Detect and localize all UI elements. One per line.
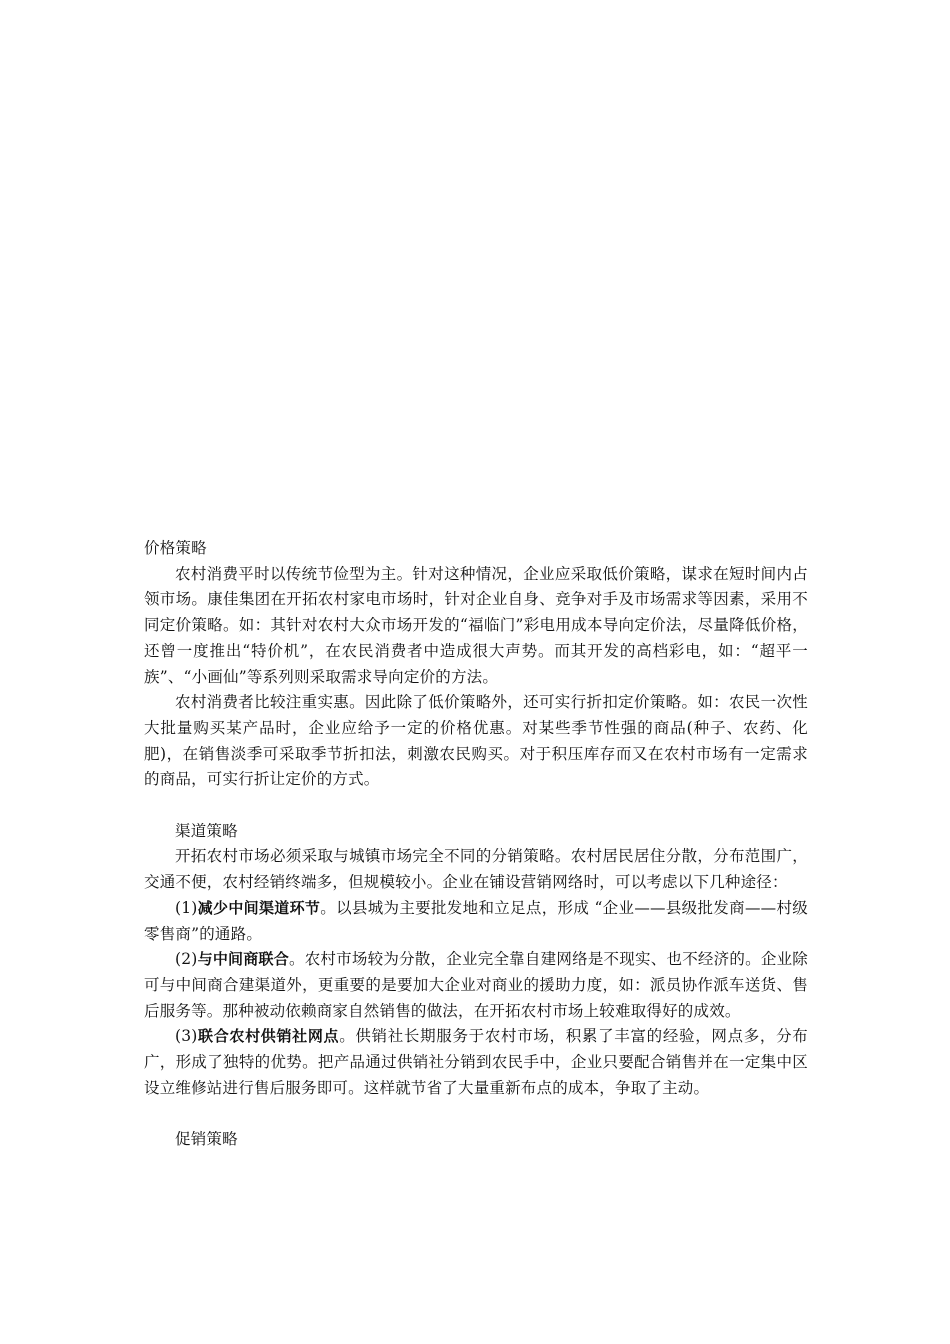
price-paragraph-2: 农村消费者比较注重实惠。因此除了低价策略外，还可实行折扣定价策略。如：农民一次性大批量购买某产品时，企业应给予一定的价格优惠。对某些季节性强的商品(种子、农药、化肥)，在销售淡季可采取季节折扣法，刺激农民购买。对于积压库存而又在农村市场有一定需求的商品，可实行折让定价的方式。 bbox=[144, 693, 808, 789]
document-body bbox=[144, 536, 808, 1153]
item-title: 与中间商联合 bbox=[197, 950, 289, 969]
price-paragraph-1: 农村消费平时以传统节俭型为主。针对这种情况，企业应采取低价策略，谋求在短时间内占领市场。康佳集团在开拓农村家电市场时，针对企业自身、竞争对手及市场需求等因素，采用不同定价策略。如：其针对农村大众市场开发的“福临门”彩电用成本导向定价法，尽量降低价格，还曾一度推出“特价机”，在农民消费者中造成很大声势。而其开发的高档彩电，如：“超平一族”、“小画仙”等系列则采取需求导向定价的方法。 bbox=[144, 564, 808, 686]
item-number: (1) bbox=[175, 898, 198, 917]
item-number: (3) bbox=[175, 1027, 198, 1046]
paragraph-gap bbox=[144, 793, 808, 819]
section-heading-channel: 渠道策略 bbox=[175, 821, 238, 840]
item-text: 。农村市场较为分散，企业完全靠自建网络是不现实、也不经济的。企业除可与中间商合建渠道外，更重要的是要加大企业对商业的援助力度，如：派员协作派车送货、售后服务等。那种被动依赖商家自然销售的做法，在开拓农村市场上较难取得好的成效。 bbox=[144, 950, 808, 1020]
paragraph-gap bbox=[144, 1101, 808, 1127]
channel-item-1 bbox=[144, 896, 808, 947]
section-heading-promotion: 促销策略 bbox=[175, 1130, 238, 1149]
item-text: 。供销社长期服务于农村市场，积累了丰富的经验，网点多，分布广，形成了独特的优势。把产品通过供销社分销到农民手中，企业只要配合销售并在一定集中区设立维修站进行售后服务即可。这样就节省了大量重新布点的成本，争取了主动。 bbox=[144, 1027, 808, 1097]
item-title: 减少中间渠道环节 bbox=[197, 898, 321, 917]
channel-intro: 开拓农村市场必须采取与城镇市场完全不同的分销策略。农村居民居住分散，分布范围广，交通不便，农村经销终端多，但规模较小。企业在铺设营销网络时，可以考虑以下几种途径： bbox=[144, 847, 808, 892]
item-text: 。以县城为主要批发地和立足点，形成 “企业——县级批发商——村级零售商”的通路。 bbox=[144, 898, 808, 943]
section-heading-price: 价格策略 bbox=[144, 539, 207, 557]
channel-item-3 bbox=[144, 1024, 808, 1101]
item-number: (2) bbox=[175, 950, 198, 969]
channel-item-2 bbox=[144, 947, 808, 1024]
item-title: 联合农村供销社网点 bbox=[197, 1027, 340, 1046]
